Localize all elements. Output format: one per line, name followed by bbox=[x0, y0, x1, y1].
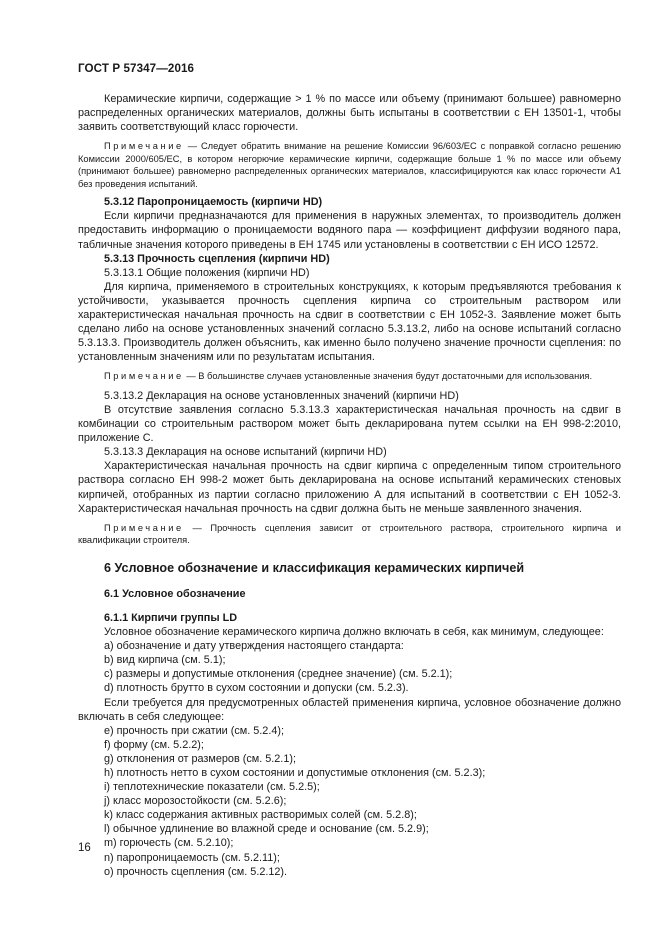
note-2 bbox=[78, 370, 621, 383]
heading-5-3-12: 5.3.12 Паропроницаемость (кирпичи HD) bbox=[104, 196, 323, 209]
list-item-d: d) плотность брутто в сухом состоянии и допуски (см. 5.2.3). bbox=[104, 682, 409, 695]
paragraph-5-3-13-3: Характеристическая начальная прочность на сдвиг кирпича с определенным типом строительного раствора согласно ЕН 998-2 может быть декларирована на основе испытаний керамических стеновых кирпичей, отобранных из партии согласно приложению А для испытаний в соответствии с ЕН 1052-3. Характеристическая начальная прочность на сдвиг должна быть не меньше заявленного значения. bbox=[78, 460, 621, 515]
heading-5-3-13: 5.3.13 Прочность сцепления (кирпичи HD) bbox=[104, 252, 330, 265]
note-label: Примечание bbox=[104, 522, 184, 533]
paragraph-5-3-13-1: Для кирпича, применяемого в строительных конструкциях, к которым предъявляются требования к устойчивости, указывается прочность сцепления кирпича со строительным раствором или характеристическая начальная прочность на сдвиг в соответствии с ЕН 1052-3. Заявление может быть сделано либо на основе установленных значений согласно 5.3.13.2, либо на основе испытаний согласно 5.3.13.3. Производитель должен объяснить, как именно было получено значение прочности сцепления: по установленным значениям или по результатам испытания. bbox=[78, 280, 621, 364]
note-text: — Следует обратить внимание на решение Комиссии 96/603/ЕС с поправкой согласно решению Комиссии 2000/605/ЕС, в котором негорючие керамические кирпичи, содержащие больше 1 % по массе или объему (принимают большее) равномерно распределенных органических материалов, классифицируются как класс горючести А1 без проведения испытаний. bbox=[78, 141, 621, 189]
list-item-l: l) обычное удлинение во влажной среде и основание (см. 5.2.9); bbox=[104, 823, 429, 836]
list-item-k: k) класс содержания активных растворимых солей (см. 5.2.8); bbox=[104, 809, 417, 822]
list-item-i: i) теплотехнические показатели (см. 5.2.5); bbox=[104, 781, 320, 794]
list-item-o: o) прочность сцепления (см. 5.2.12). bbox=[104, 865, 288, 878]
list-item-f: f) форму (см. 5.2.2); bbox=[104, 738, 204, 751]
list-item-n: n) паропроницаемость (см. 5.2.11); bbox=[104, 851, 280, 864]
note-3 bbox=[78, 522, 621, 547]
heading-5-3-13-1: 5.3.13.1 Общие положения (кирпичи HD) bbox=[104, 266, 310, 279]
note-1 bbox=[78, 140, 621, 190]
list-item-g: g) отклонения от размеров (см. 5.2.1); bbox=[104, 752, 296, 765]
note-text: — Прочность сцепления зависит от строительного раствора, строительного кирпича и квалификации строителя. bbox=[78, 522, 621, 546]
paragraph-5-3-13-2: В отсутствие заявления согласно 5.3.13.3 характеристическая начальная прочность на сдвиг в комбинации со строительным раствором может быть декларирована путем ссылки на ЕН 998-2:2010, приложение С. bbox=[78, 404, 621, 445]
list-item-c: c) размеры и допустимые отклонения (среднее значение) (см. 5.2.1); bbox=[104, 668, 453, 681]
paragraph-5-3-12: Если кирпичи предназначаются для применения в наружных элементах, то производитель должен предоставить информацию о проницаемости водяного пара — коэффициент диффузии водяного пара, табличные значения которого приведены в ЕН 1745 или установлены в соответствии с ЕН ИСО 12572. bbox=[78, 210, 621, 251]
note-label: Примечание bbox=[104, 141, 184, 152]
note-text: — В большинстве случаев установленные значения будут достаточными для использования. bbox=[183, 371, 593, 382]
paragraph-combustibility: Керамические кирпичи, содержащие > 1 % по массе или объему (принимают большее) равномерно распределенных органических материалов, должны быть испытаны в соответствии с ЕН 13501-1, чтобы заявить соответствующий класс горючести. bbox=[78, 93, 621, 134]
heading-5-3-13-2: 5.3.13.2 Декларация на основе установленных значений (кирпичи HD) bbox=[104, 389, 459, 402]
heading-6-1-1: 6.1.1 Кирпичи группы LD bbox=[104, 611, 238, 624]
heading-6-1: 6.1 Условное обозначение bbox=[104, 587, 246, 600]
heading-5-3-13-3: 5.3.13.3 Декларация на основе испытаний (кирпичи HD) bbox=[104, 446, 387, 459]
document-header: ГОСТ Р 57347—2016 bbox=[78, 62, 195, 75]
paragraph-6-1-1: Условное обозначение керамического кирпича должно включать в себя, как минимум, следующее: bbox=[104, 626, 604, 639]
note-label: Примечание bbox=[104, 371, 184, 382]
list-item-m: m) горючесть (см. 5.2.10); bbox=[104, 837, 234, 850]
section-6-title: 6 Условное обозначение и классификация керамических кирпичей bbox=[104, 560, 525, 575]
list-item-a: a) обозначение и дату утверждения настоящего стандарта: bbox=[104, 640, 404, 653]
paragraph-6-1-1-optional: Если требуется для предусмотренных областей применения кирпича, условное обозначение должно включать в себя следующее: bbox=[78, 696, 621, 723]
document-body bbox=[78, 92, 621, 879]
list-item-j: j) класс морозостойкости (см. 5.2.6); bbox=[104, 795, 287, 808]
list-item-e: e) прочность при сжатии (см. 5.2.4); bbox=[104, 724, 284, 737]
page-number: 16 bbox=[78, 842, 91, 854]
list-item-h: h) плотность нетто в сухом состоянии и допустимые отклонения (см. 5.2.3); bbox=[104, 766, 486, 779]
list-item-b: b) вид кирпича (см. 5.1); bbox=[104, 654, 226, 667]
